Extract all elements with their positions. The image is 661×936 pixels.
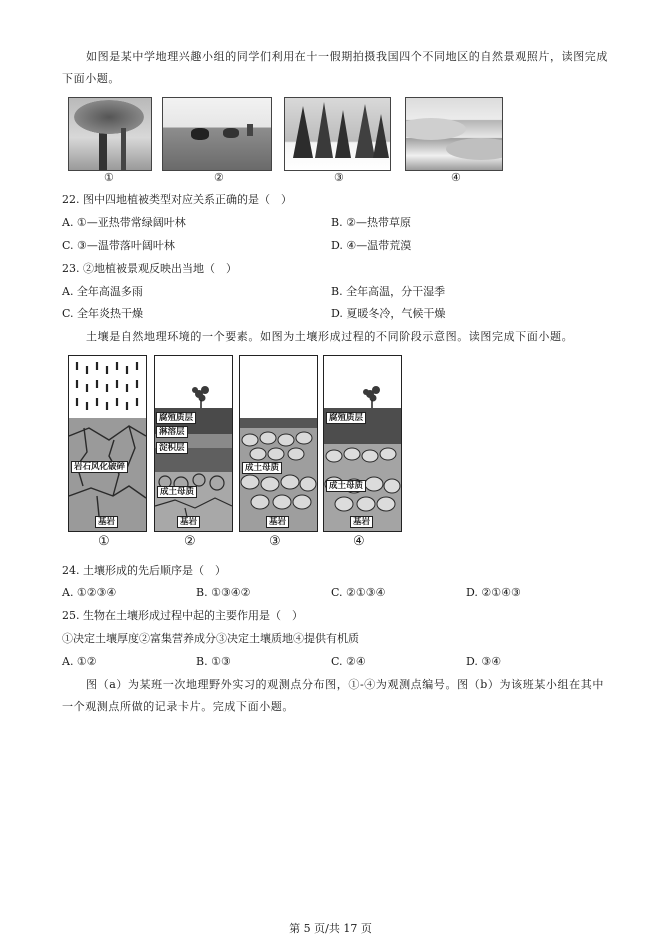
rain-and-cracked-rock-graphic: [69, 356, 146, 531]
photo-caption-1: ①: [104, 171, 114, 184]
soil-caption-1: ①: [98, 534, 110, 549]
q22-option-c: C. ③—温带落叶阔叶林: [62, 239, 175, 252]
q24-option-d: D. ②①④③: [466, 586, 521, 599]
label-bedrock-1: 基岩: [95, 516, 118, 528]
landscape-photo-2: [162, 97, 272, 171]
landscape-photo-1: [68, 97, 152, 171]
label-bedrock-3: 基岩: [266, 516, 289, 528]
soil-stage-3-diagram: [239, 355, 318, 532]
photo-caption-3: ③: [334, 171, 344, 184]
label-humus-2: 腐殖质层: [156, 412, 196, 424]
soil-caption-4: ④: [353, 534, 365, 549]
intro-paragraph-soil: 土壤是自然地理环境的一个要素。如图为土壤形成过程的不同阶段示意图。读图完成下面小题。: [86, 330, 574, 343]
q22-option-d: D. ④—温带荒漠: [331, 239, 412, 252]
page-footer: 第 5 页/共 17 页: [289, 922, 372, 935]
soil-stage-4-diagram: [323, 355, 402, 532]
photo-caption-4: ④: [451, 171, 461, 184]
label-parent-4: 成土母质: [326, 480, 366, 492]
question-25-stem: 25. 生物在土壤形成过程中起的主要作用是（ ）: [62, 609, 303, 622]
q24-option-a: A. ①②③④: [62, 586, 117, 599]
label-deposition: 淀积层: [156, 442, 188, 454]
label-humus-4: 腐殖质层: [326, 412, 366, 424]
photo-caption-2: ②: [214, 171, 224, 184]
parent-material-graphic: [240, 356, 317, 531]
label-bedrock-4: 基岩: [350, 516, 373, 528]
label-parent-3: 成土母质: [242, 462, 282, 474]
question-23-stem: 23. ②地植被景观反映出当地（ ）: [62, 262, 237, 275]
landscape-photo-3: [284, 97, 391, 171]
soil-caption-3: ③: [269, 534, 281, 549]
q22-option-b: B. ②—热带草原: [331, 216, 411, 229]
q23-option-c: C. 全年炎热干燥: [62, 307, 144, 320]
q23-option-b: B. 全年高温，分干湿季: [331, 285, 446, 298]
label-parent-2: 成土母质: [157, 486, 197, 498]
q23-option-a: A. 全年高温多雨: [62, 285, 143, 298]
q25-option-b: B. ①③: [196, 655, 231, 668]
question-25-items: ①决定土壤厚度②富集营养成分③决定土壤质地④提供有机质: [62, 632, 359, 645]
q24-option-b: B. ①③④②: [196, 586, 251, 599]
question-22-stem: 22. 图中四地植被类型对应关系正确的是（ ）: [62, 193, 292, 206]
q22-option-a: A. ①—亚热带常绿阔叶林: [62, 216, 186, 229]
q25-option-c: C. ②④: [331, 655, 366, 668]
intro-paragraph-fieldwork: 图（a）为某班一次地理野外实习的观测点分布图，①-④为观测点编号。图（b）为该班某小组在其中一个观测点所做的记录卡片。完成下面小题。: [62, 678, 604, 713]
soil-caption-2: ②: [184, 534, 196, 549]
intro-paragraph-photos: 如图是某中学地理兴趣小组的同学们利用在十一假期拍摄我国四个不同地区的自然景观照片，读图完成下面小题。: [62, 50, 608, 85]
q25-option-d: D. ③④: [466, 655, 502, 668]
young-soil-with-plant-graphic: [324, 356, 401, 531]
label-weathering: 岩石风化破碎: [71, 461, 128, 473]
soil-stage-2-diagram: [154, 355, 233, 532]
label-bedrock-2: 基岩: [177, 516, 200, 528]
question-24-stem: 24. 土壤形成的先后顺序是（ ）: [62, 564, 226, 577]
label-leaching: 淋溶层: [156, 426, 188, 438]
soil-stage-1-diagram: [68, 355, 147, 532]
q25-option-a: A. ①②: [62, 655, 97, 668]
landscape-photo-4: [405, 97, 503, 171]
q24-option-c: C. ②①③④: [331, 586, 386, 599]
q23-option-d: D. 夏暖冬冷，气候干燥: [331, 307, 446, 320]
